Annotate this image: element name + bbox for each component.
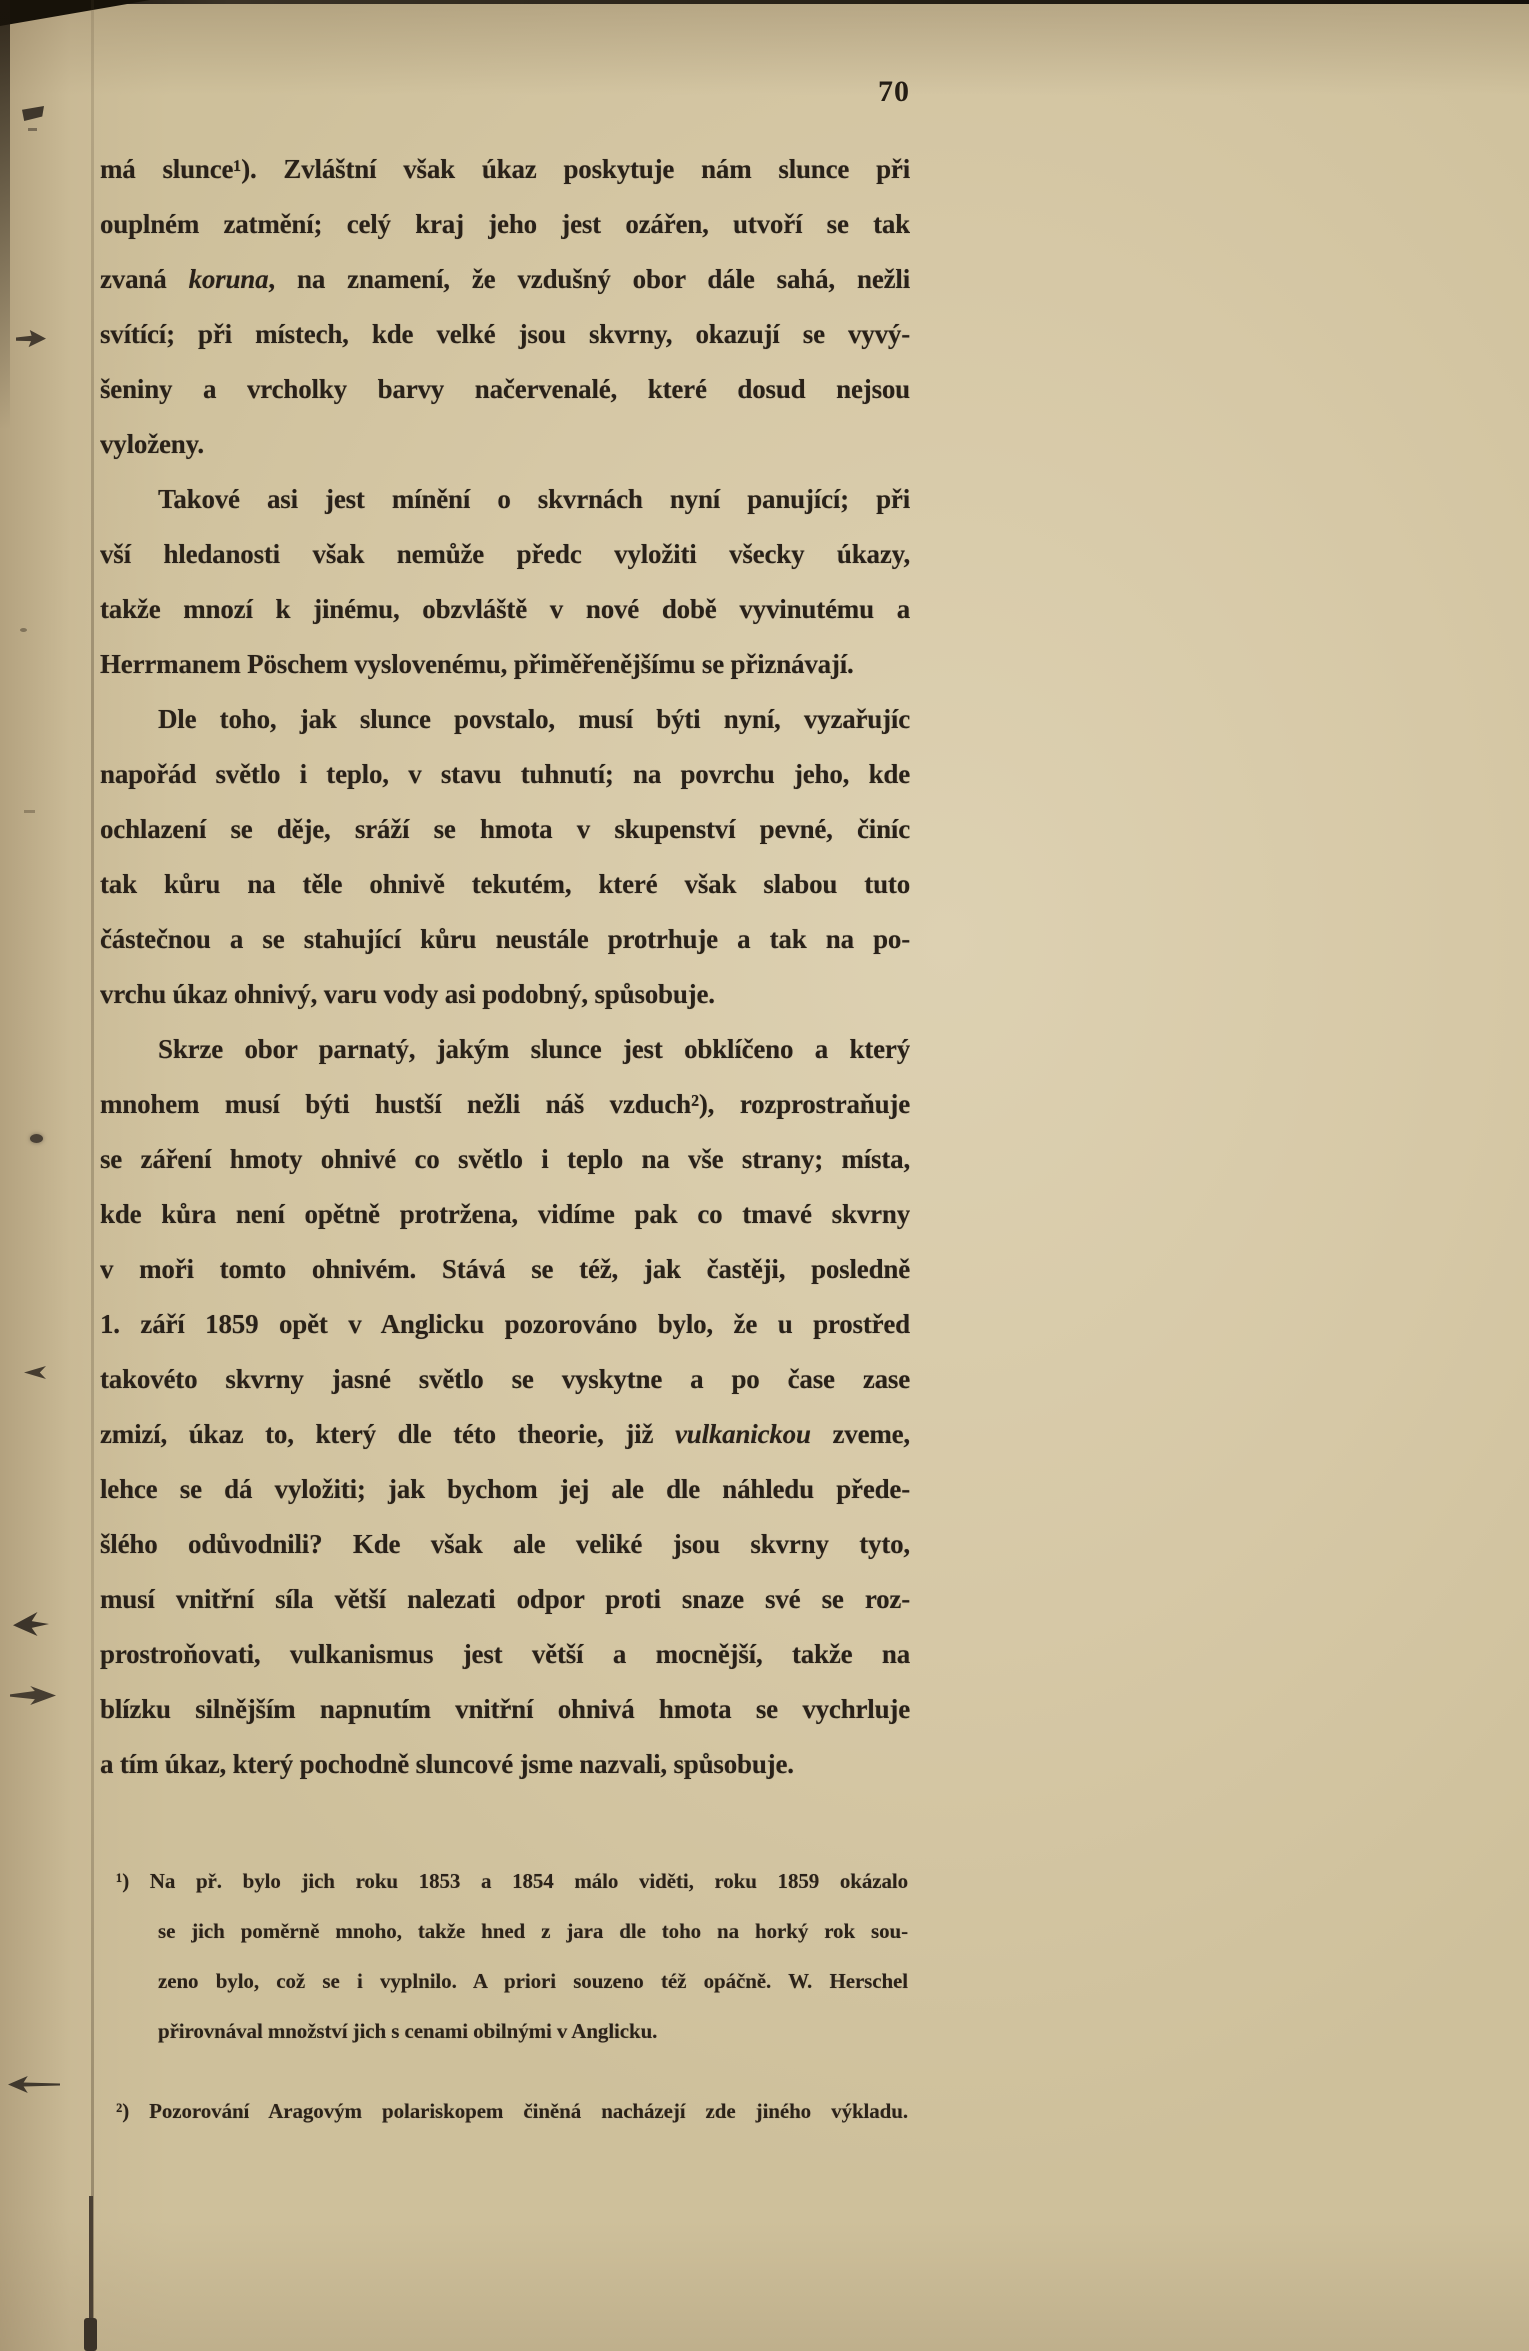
text-line: Takové asi jest mínění o skvrnách nyní panující; při	[158, 484, 910, 514]
text-line: mnohem musí býti hustší nežli náš vzduch²), rozprostraňuje	[100, 1089, 910, 1119]
margin-speck-icon	[20, 628, 27, 632]
text-line: takovéto skvrny jasné světlo se vyskytne a po čase zase	[100, 1364, 910, 1394]
body-text	[100, 142, 910, 1792]
text-line: napořád světlo i teplo, v stavu tuhnutí; na povrchu jeho, kde	[100, 759, 910, 789]
margin-arrow-mark-icon	[13, 1612, 49, 1636]
margin-pen-stroke-icon	[89, 2196, 93, 2326]
text-line: zeno bylo, což se i vyplnilo. A priori souzeno též opáčně. W. Herschel	[158, 1969, 908, 1993]
text-line: vší hledanosti však nemůže předc vyložiti všecky úkazy,	[100, 539, 910, 569]
text-line: kde kůra není opětně protržena, vidíme pak co tmavé skvrny	[100, 1199, 910, 1229]
margin-dot-icon	[30, 1134, 43, 1143]
text-line: prostroňovati, vulkanismus jest větší a mocnější, takže na	[100, 1639, 910, 1669]
margin-arrow-mark-icon	[8, 2076, 60, 2093]
text-line: Herrmanem Pöschem vyslovenému, přiměřenějšímu se přiznávají.	[100, 649, 854, 679]
page-crease-line	[91, 0, 94, 2351]
text-line: ouplném zatmění; celý kraj jeho jest ozářen, utvoří se tak	[100, 209, 910, 239]
text-line: šlého odůvodnili? Kde však ale veliké jsou skvrny tyto,	[100, 1529, 910, 1559]
text-line: svítící; při místech, kde velké jsou skvrny, okazují se vyvý-	[100, 319, 910, 349]
page-left-edge	[0, 0, 10, 430]
margin-arrowhead-icon	[24, 1366, 46, 1379]
text-line: tak kůru na těle ohnivě tekutém, které však slabou tuto	[100, 869, 910, 899]
text-line: vyloženy.	[100, 429, 204, 459]
text-line: v moři tomto ohnivém. Stává se též, jak častěji, posledně	[100, 1254, 910, 1284]
text-line: částečnou a se stahující kůru neustále protrhuje a tak na po-	[100, 924, 910, 954]
text-line: se záření hmoty ohnivé co světlo i teplo na vše strany; místa,	[100, 1144, 910, 1174]
text-line: vrchu úkaz ohnivý, varu vody asi podobný, spůsobuje.	[100, 979, 715, 1009]
text-line: ¹) Na př. bylo jich roku 1853 a 1854 málo viděti, roku 1859 okázalo	[116, 1869, 908, 1893]
margin-arrow-mark-icon	[10, 1686, 56, 1705]
text-line: šeniny a vrcholky barvy načervenalé, které dosud nejsou	[100, 374, 910, 404]
text-line: takže mnozí k jinému, obzvláště v nové době vyvinutému a	[100, 594, 910, 624]
page-number: 70	[878, 75, 910, 108]
text-line: musí vnitřní síla větší nalezati odpor proti snaze své se roz-	[100, 1584, 910, 1614]
text-line: zvaná koruna, na znamení, že vzdušný obor dále sahá, nežli	[100, 264, 910, 294]
margin-ink-mark-icon	[22, 106, 44, 121]
text-line: ²) Pozorování Aragovým polariskopem činěná nacházejí zde jiného výkladu.	[116, 2099, 908, 2123]
text-line: Dle toho, jak slunce povstalo, musí býti nyní, vyzařujíc	[158, 704, 910, 734]
text-line: ochlazení se děje, sráží se hmota v skupenství pevné, činíc	[100, 814, 910, 844]
text-line: přirovnával množství jich s cenami obilnými v Anglicku.	[158, 2019, 658, 2043]
page-corner-shadow	[0, 0, 150, 26]
footnotes	[116, 1856, 908, 2166]
text-line: se jich poměrně mnoho, takže hned z jara dle toho na horký rok sou-	[158, 1919, 908, 1943]
margin-arrow-mark-icon	[16, 330, 46, 348]
margin-dash-icon	[24, 810, 35, 813]
margin-ink-mark-icon	[28, 128, 37, 131]
margin-pen-stroke-icon	[84, 2318, 97, 2351]
footnote	[116, 1856, 908, 2056]
text-line: lehce se dá vyložiti; jak bychom jej ale dle náhledu přede-	[100, 1474, 910, 1504]
text-line: zmizí, úkaz to, který dle této theorie, již vulkanickou zveme,	[100, 1419, 910, 1449]
text-line: má slunce¹). Zvláštní však úkaz poskytuje nám slunce při	[100, 154, 910, 184]
page-top-edge	[0, 0, 1529, 4]
text-line: blízku silnějším napnutím vnitřní ohnivá hmota se vychrluje	[100, 1694, 910, 1724]
text-line: a tím úkaz, který pochodně sluncové jsme nazvali, spůsobuje.	[100, 1749, 794, 1779]
text-line: Skrze obor parnatý, jakým slunce jest obklíčeno a který	[158, 1034, 910, 1064]
footnote	[116, 2086, 908, 2136]
text-line: 1. září 1859 opět v Anglicku pozorováno bylo, že u prostřed	[100, 1309, 910, 1339]
